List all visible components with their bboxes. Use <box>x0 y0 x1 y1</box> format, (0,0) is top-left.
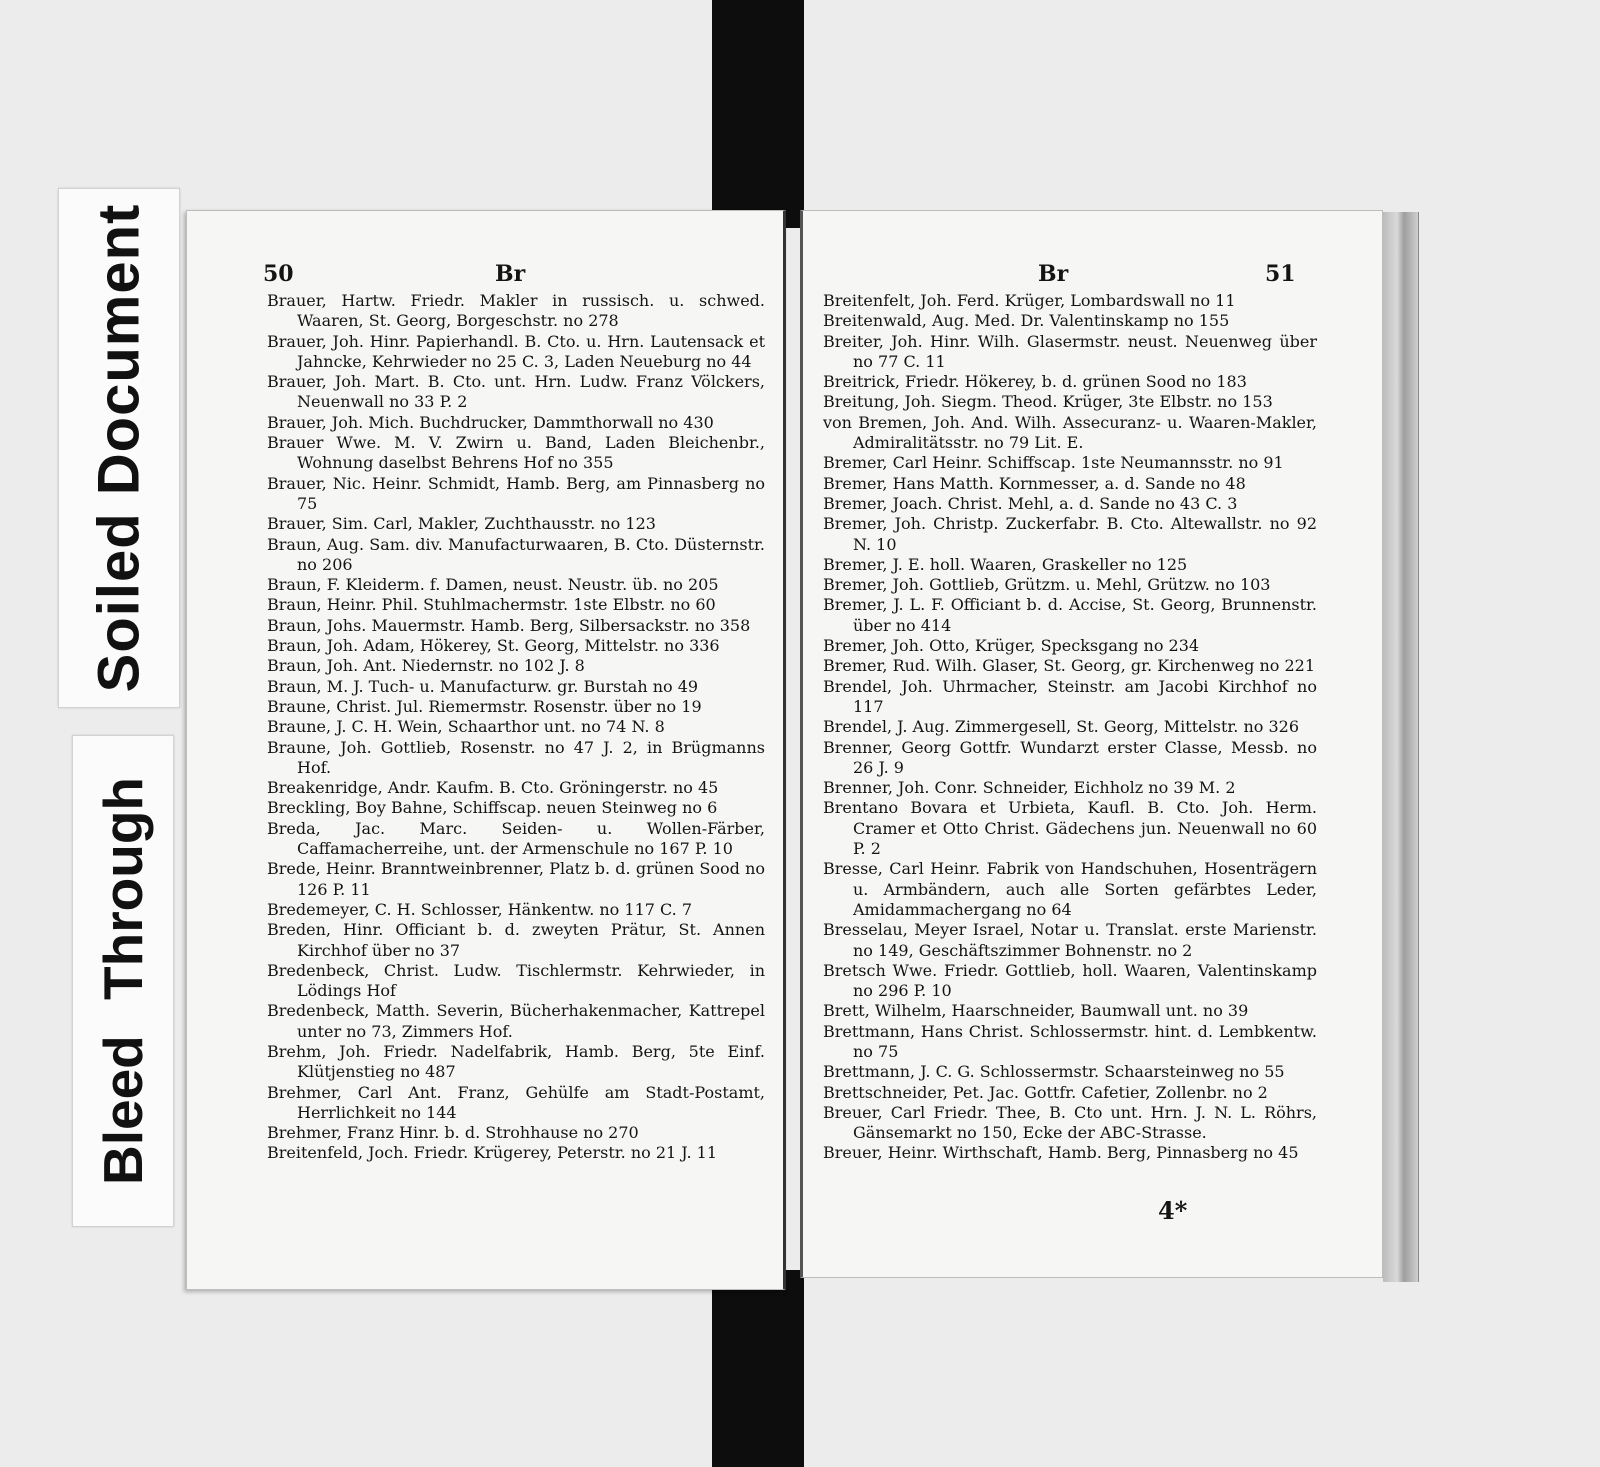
directory-entry: Brehm, Joh. Friedr. Nadelfabrik, Hamb. Berg, 5te Einf. Klütjenstieg no 487 <box>267 1041 765 1082</box>
page-number-right: 51 <box>1265 261 1296 287</box>
directory-entry: Bremer, Rud. Wilh. Glaser, St. Georg, gr. Kirchenweg no 221 <box>823 656 1316 676</box>
directory-entry: Braun, Johs. Mauermstr. Hamb. Berg, Silbersackstr. no 358 <box>267 615 751 635</box>
directory-entry: Braun, Aug. Sam. div. Manufacturwaaren, B. Cto. Düsternstr. no 206 <box>267 534 765 574</box>
directory-entry: Brauer, Sim. Carl, Makler, Zuchthausstr. no 123 <box>267 514 656 534</box>
directory-entry: Bremer, Joh. Otto, Krüger, Specksgang no 234 <box>823 636 1200 656</box>
signature-mark: 4* <box>1158 1196 1188 1225</box>
directory-entry: Breckling, Boy Bahne, Schiffscap. neuen Steinweg no 6 <box>267 798 718 818</box>
directory-entry: Bremer, J. E. holl. Waaren, Graskeller no 125 <box>823 554 1188 574</box>
bleed-through-text: Bleed Through <box>92 776 154 1186</box>
soiled-document-text: Soiled Document <box>86 203 152 693</box>
directory-entry: Braun, Heinr. Phil. Stuhlmachermstr. 1ste Elbstr. no 60 <box>267 595 716 615</box>
directory-entry: Braune, Joh. Gottlieb, Rosenstr. no 47 J. 2, in Brügmanns Hof. <box>267 737 765 777</box>
directory-entry: Bremer, Carl Heinr. Schiffscap. 1ste Neumannsstr. no 91 <box>823 453 1284 473</box>
directory-entry: Breuer, Carl Friedr. Thee, B. Cto unt. Hrn. J. N. L. Röhrs, Gänsemarkt no 150, Ecke der ABC-Strasse. <box>823 1102 1317 1143</box>
directory-entry: Brauer, Joh. Mich. Buchdrucker, Dammthorwall no 430 <box>267 412 714 432</box>
directory-entry: Bresselau, Meyer Israel, Notar u. Translat. erste Marienstr. no 149, Geschäftszimmer Bohnenstr. no 2 <box>823 920 1317 960</box>
directory-entry: Breitenfeld, Joch. Friedr. Krügerey, Peterstr. no 21 J. 11 <box>267 1143 717 1163</box>
directory-entry: Braun, M. J. Tuch- u. Manufacturw. gr. Burstah no 49 <box>267 676 699 696</box>
directory-entry: Breden, Hinr. Officiant b. d. zweyten Prätur, St. Annen Kirchhof über no 37 <box>267 920 765 960</box>
directory-entry: Bretsch Wwe. Friedr. Gottlieb, holl. Waaren, Valentinskamp no 296 P. 10 <box>823 960 1317 1001</box>
directory-entry: Brettmann, J. C. G. Schlossermstr. Schaarsteinweg no 55 <box>823 1062 1285 1082</box>
directory-entry: Brede, Heinr. Branntweinbrenner, Platz b. d. grünen Sood no 126 P. 11 <box>267 859 765 899</box>
page-number-left: 50 <box>263 261 294 287</box>
page-stack-edge <box>1383 212 1419 1282</box>
directory-entry: Brehmer, Carl Ant. Franz, Gehülfe am Stadt-Postamt, Herrlichkeit no 144 <box>267 1082 765 1122</box>
directory-entry: Brettmann, Hans Christ. Schlossermstr. hint. d. Lembkentw. no 75 <box>823 1021 1317 1061</box>
directory-entry: Breitung, Joh. Siegm. Theod. Krüger, 3te Elbstr. no 153 <box>823 392 1273 412</box>
directory-entry: Bresse, Carl Heinr. Fabrik von Handschuhen, Hosenträgern u. Armbändern, auch alle Sorten gefärbtes Leder, Amidammachergang no 64 <box>823 859 1317 919</box>
directory-entry: Bremer, Joh. Gottlieb, Grützm. u. Mehl, Grützw. no 103 <box>823 575 1271 595</box>
directory-entry: Brauer, Hartw. Friedr. Makler in russisch. u. schwed. Waaren, St. Georg, Borgeschstr. no 278 <box>267 291 765 331</box>
left-page <box>186 210 786 1290</box>
directory-entry: Brauer, Joh. Mart. B. Cto. unt. Hrn. Ludw. Franz Völckers, Neuenwall no 33 P. 2 <box>267 372 765 412</box>
directory-entry: Brendel, J. Aug. Zimmergesell, St. Georg, Mittelstr. no 326 <box>823 717 1300 737</box>
directory-entry: Braun, F. Kleiderm. f. Damen, neust. Neustr. üb. no 205 <box>267 575 719 595</box>
directory-entry: Bremer, J. L. F. Officiant b. d. Accise, St. Georg, Brunnenstr. über no 414 <box>823 595 1317 635</box>
directory-entry: Breitenwald, Aug. Med. Dr. Valentinskamp no 155 <box>823 311 1230 331</box>
directory-entry: Brendel, Joh. Uhrmacher, Steinstr. am Jacobi Kirchhof no 117 <box>823 676 1317 716</box>
directory-entry: Brentano Bovara et Urbieta, Kaufl. B. Cto. Joh. Herm. Cramer et Otto Christ. Gädechens jun. Neuenwall no 60 P. 2 <box>823 798 1317 859</box>
binding-strip-bottom <box>712 1270 804 1467</box>
directory-entry: Breakenridge, Andr. Kaufm. B. Cto. Gröningerstr. no 45 <box>267 778 719 798</box>
directory-entry: Brauer, Joh. Hinr. Papierhandl. B. Cto. u. Hrn. Lautensack et Jahncke, Kehrwieder no 25 C. 3, Laden Neueburg no 44 <box>267 331 765 371</box>
right-page <box>800 210 1383 1278</box>
directory-entry: Breitenfelt, Joh. Ferd. Krüger, Lombardswall no 11 <box>823 291 1236 310</box>
directory-entry: von Bremen, Joh. And. Wilh. Assecuranz- u. Waaren-Makler, Admiralitätsstr. no 79 Lit. E. <box>823 412 1317 453</box>
directory-entry: Bredenbeck, Christ. Ludw. Tischlermstr. Kehrwieder, in Lödings Hof <box>267 960 765 1001</box>
right-entries <box>823 291 1317 1164</box>
directory-entry: Brehmer, Franz Hinr. b. d. Strohhause no 270 <box>267 1123 639 1143</box>
directory-entry: Bredenbeck, Matth. Severin, Bücherhakenmacher, Kattrepel unter no 73, Zimmers Hof. <box>267 1001 765 1041</box>
directory-entry: Breda, Jac. Marc. Seiden- u. Wollen-Färber, Caffamacherreihe, unt. der Armenschule no 167 P. 10 <box>267 818 765 859</box>
directory-entry: Brett, Wilhelm, Haarschneider, Baumwall unt. no 39 <box>823 1001 1249 1021</box>
directory-entry: Braun, Joh. Ant. Niedernstr. no 102 J. 8 <box>267 656 585 676</box>
directory-entry: Braune, Christ. Jul. Riemermstr. Rosenstr. über no 19 <box>267 696 702 716</box>
running-head-left: Br <box>495 261 526 287</box>
directory-entry: Braune, J. C. H. Wein, Schaarthor unt. no 74 N. 8 <box>267 717 665 737</box>
directory-entry: Bremer, Joach. Christ. Mehl, a. d. Sande no 43 C. 3 <box>823 493 1238 513</box>
soiled-document-label <box>58 188 180 708</box>
directory-entry: Brauer, Nic. Heinr. Schmidt, Hamb. Berg, am Pinnasberg no 75 <box>267 473 765 513</box>
directory-entry: Braun, Joh. Adam, Hökerey, St. Georg, Mittelstr. no 336 <box>267 636 720 656</box>
directory-entry: Bremer, Joh. Christp. Zuckerfabr. B. Cto. Altewallstr. no 92 N. 10 <box>823 514 1317 554</box>
directory-entry: Brenner, Georg Gottfr. Wundarzt erster Classe, Messb. no 26 J. 9 <box>823 737 1317 777</box>
directory-entry: Brettschneider, Pet. Jac. Gottfr. Cafetier, Zollenbr. no 2 <box>823 1082 1268 1102</box>
running-head-right: Br <box>1038 261 1069 287</box>
directory-entry: Breiter, Joh. Hinr. Wilh. Glasermstr. neust. Neuenweg über no 77 C. 11 <box>823 331 1317 371</box>
directory-entry: Brenner, Joh. Conr. Schneider, Eichholz no 39 M. 2 <box>823 778 1236 798</box>
directory-entry: Bremer, Hans Matth. Kornmesser, a. d. Sande no 48 <box>823 473 1246 493</box>
directory-entry: Brauer Wwe. M. V. Zwirn u. Band, Laden Bleichenbr., Wohnung daselbst Behrens Hof no 355 <box>267 433 765 473</box>
directory-entry: Breuer, Heinr. Wirthschaft, Hamb. Berg, Pinnasberg no 45 <box>823 1143 1299 1163</box>
left-entries <box>267 291 765 1164</box>
directory-entry: Breitrick, Friedr. Hökerey, b. d. grünen Sood no 183 <box>823 372 1247 392</box>
bleed-through-label <box>72 735 174 1227</box>
binding-strip-top <box>712 0 804 228</box>
directory-entry: Bredemeyer, C. H. Schlosser, Hänkentw. no 117 C. 7 <box>267 899 693 919</box>
